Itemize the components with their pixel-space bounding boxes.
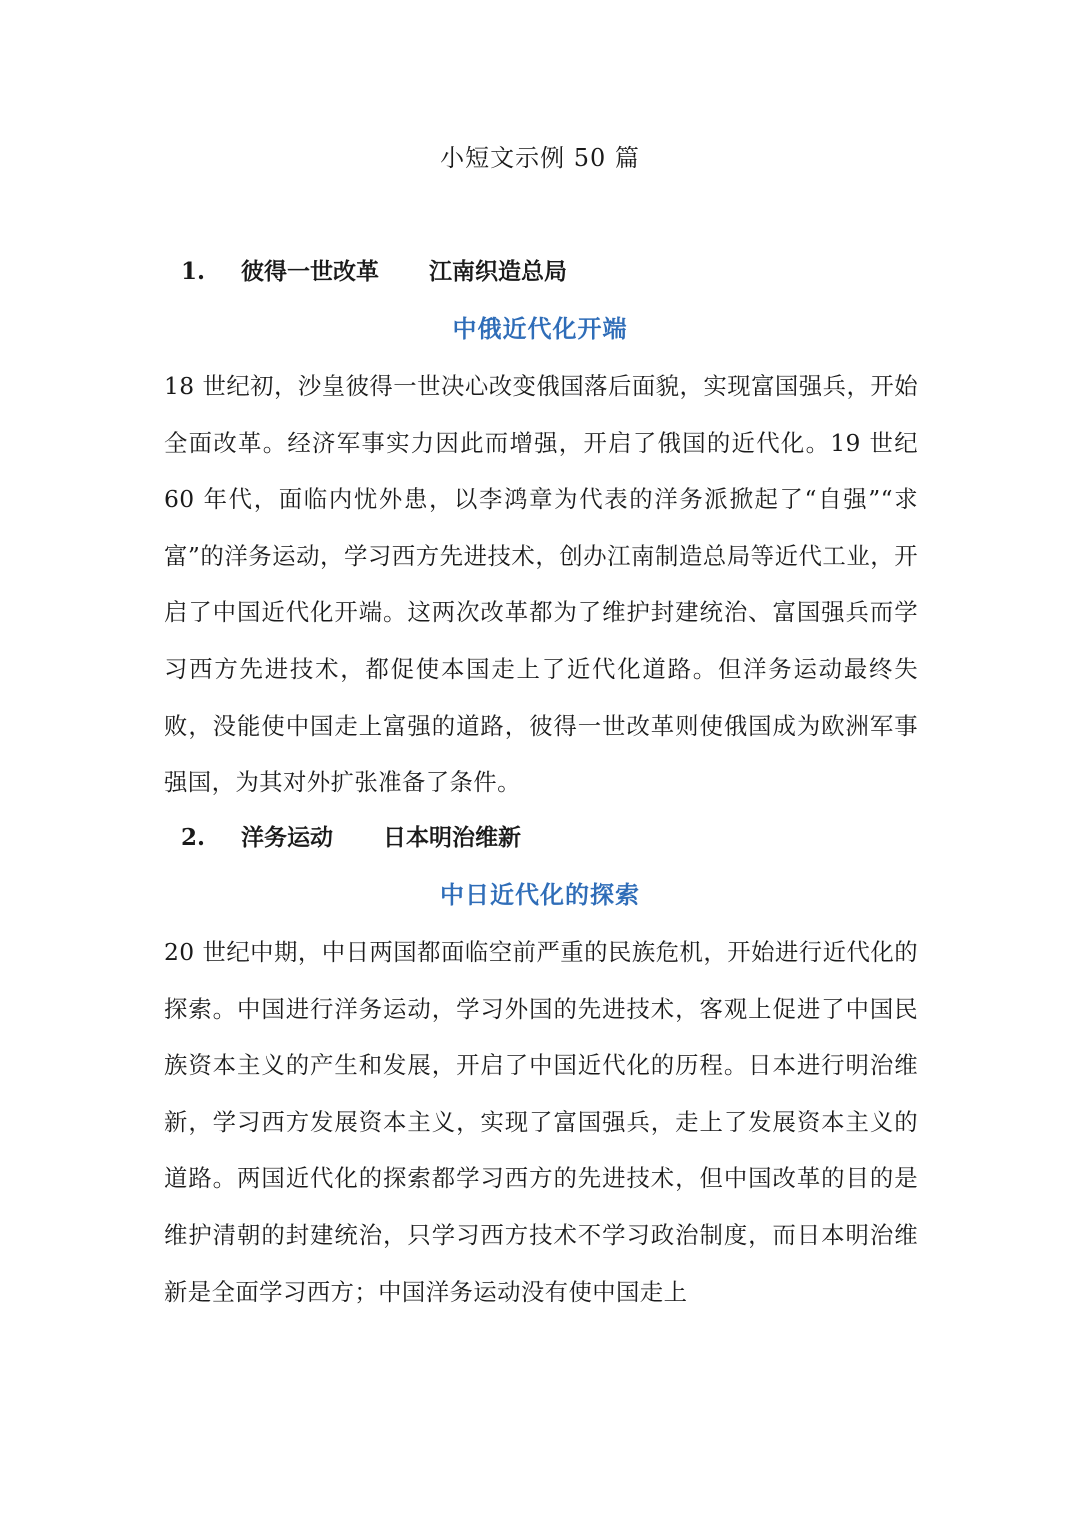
section-body-1: 18 世纪初，沙皇彼得一世决心改变俄国落后面貌，实现富国强兵，开始全面改革。经济军事实力因此而增强，开启了俄国的近代化。19 世纪 60 年代，面临内忧外患，以李鸿章为代表的洋务派掀起了“自强”“求富”的洋务运动，学习西方先进技术，创办江南制造总局等近代工业，开启了中国近代化开端。这两次改革都为了维护封建统治、富国强兵而学习西方先进技术，都促使本国走上了近代化道路。但洋务运动最终失败，没能使中国走上富强的道路，彼得一世改革则使俄国成为欧洲军事强国，为其对外扩张准备了条件。 [164,372,918,797]
section-topic-a: 彼得一世改革 [241,258,379,285]
section-number: 1. [181,258,206,285]
section-number: 2. [181,824,206,851]
section-topic-b: 日本明治维新 [383,824,521,851]
section-heading-1 [181,252,961,292]
section-topic-b: 江南织造总局 [429,258,567,285]
section-heading-2 [181,818,961,858]
document-title: 小短文示例 50 篇 [440,144,640,172]
section-subtitle-2: 中日近代化的探索 [440,880,640,909]
section-body-2: 20 世纪中期，中日两国都面临空前严重的民族危机，开始进行近代化的探索。中国进行洋务运动，学习外国的先进技术，客观上促进了中国民族资本主义的产生和发展，开启了中国近代化的历程。日本进行明治维新，学习西方发展资本主义，实现了富国强兵，走上了发展资本主义的道路。两国近代化的探索都学习西方的先进技术，但中国改革的目的是维护清朝的封建统治，只学习西方技术不学习政治制度，而日本明治维新是全面学习西方；中国洋务运动没有使中国走上 [164,938,918,1306]
section-topic-a: 洋务运动 [241,824,333,851]
section-subtitle-1: 中俄近代化开端 [452,314,628,343]
